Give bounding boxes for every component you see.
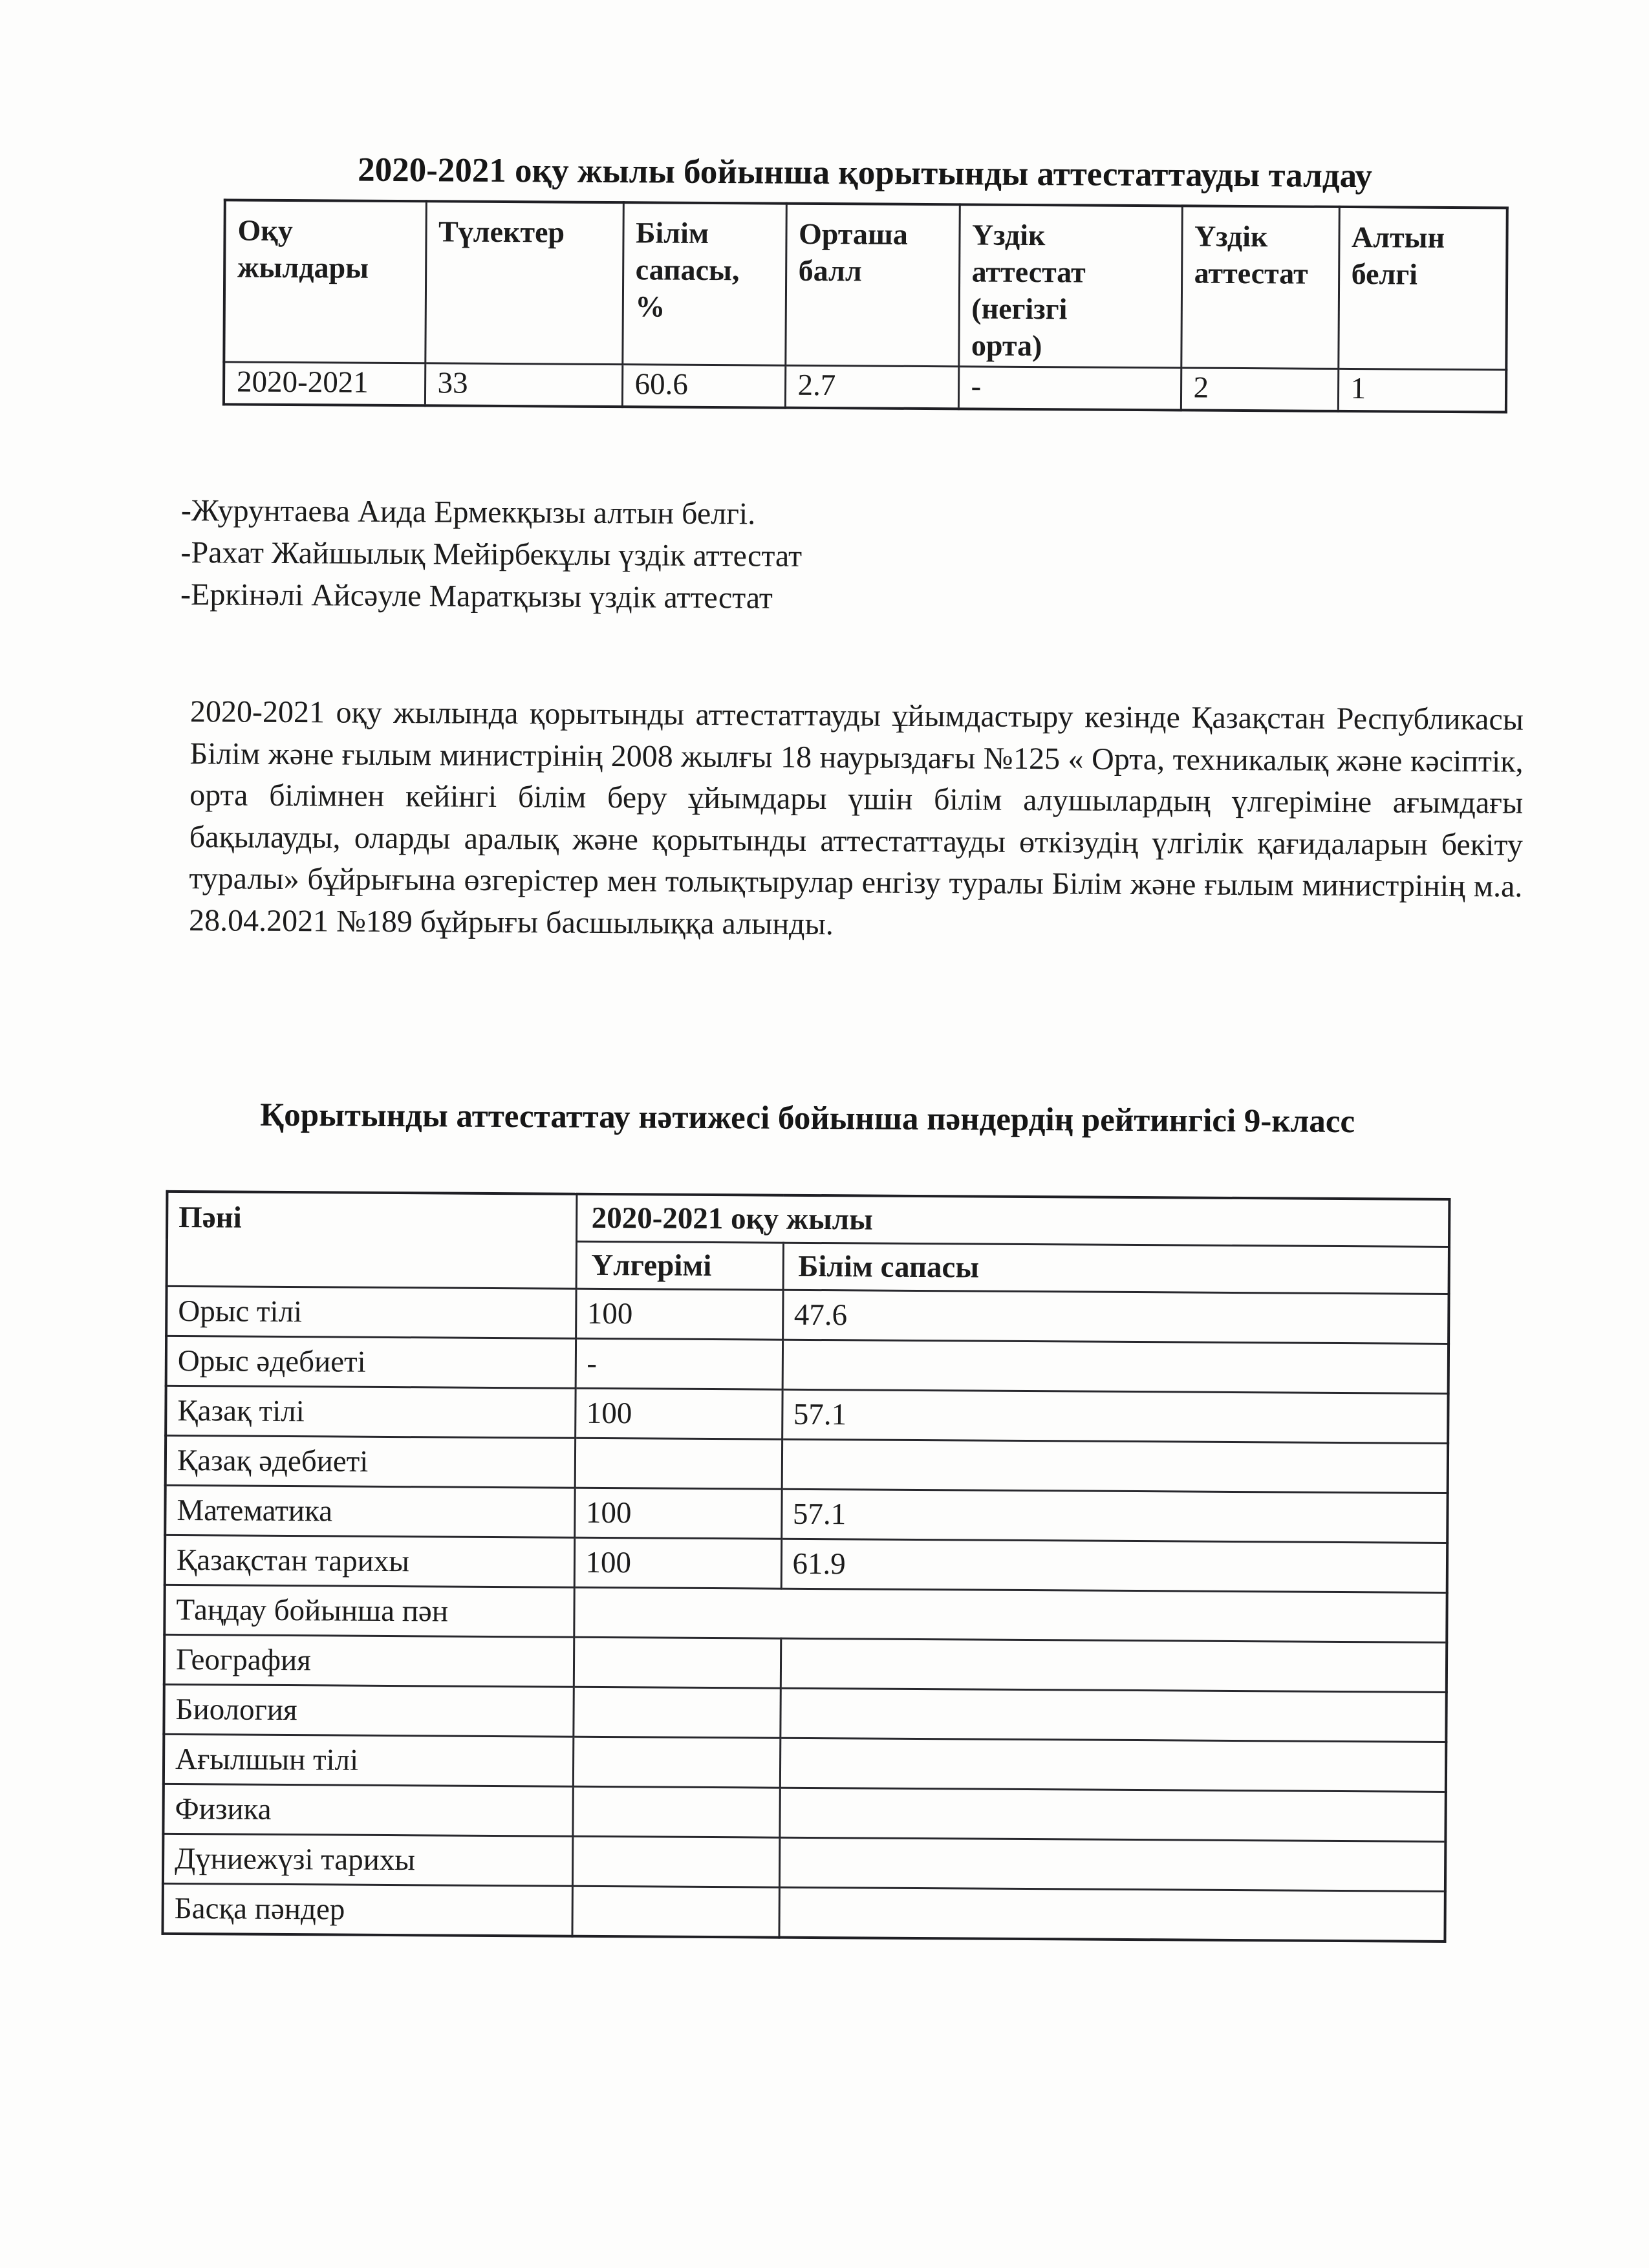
subject-cell: Таңдау бойынша пән — [164, 1585, 574, 1637]
table-row — [166, 1286, 1449, 1343]
table1-title: 2020-2021 оқу жылы бойынша қорытынды аттестаттауды талдау — [358, 151, 1373, 195]
subject-cell: Басқа пәндер — [162, 1883, 572, 1936]
progress-cell: 100 — [574, 1488, 781, 1539]
average-cell: 2.7 — [785, 365, 958, 409]
note-line: -Рахат Жайшылық Мейірбекұлы үздік аттестат — [180, 535, 803, 573]
order-paragraph: 2020-2021 оқу жылында қорытынды аттестаттауды ұйымдастыру кезінде Қазақстан Республикасы Білім және ғылым министрінің 2008 жылғы 18 наурыздағы №125 « Орта, техникалық және кәсіптік, орта білімнен кейінгі білім беру ұйымдары үшін білім алушылардың үлгеріміне ағымдағы бақылауды, оларды аралық және қорытынды аттестаттауды өткізудің үлгілік қағидаларын бекіту туралы» бұйрығына өзгерістер мен толықтырулар енгізу туралы Білім және ғылым министрінің м.а. 28.04.2021 №189 бұйрығы басшылыққа алынды. — [188, 694, 1524, 941]
merged-value-cell — [574, 1587, 1447, 1642]
column-header-excellent: Үздік аттестат — [1181, 206, 1339, 368]
excellent-cell: 2 — [1181, 367, 1338, 411]
progress-cell — [572, 1886, 779, 1937]
quality-cell — [782, 1439, 1448, 1493]
progress-cell — [573, 1687, 780, 1738]
table-row — [163, 1784, 1445, 1841]
quality-cell — [780, 1738, 1446, 1792]
quality-cell: 57.1 — [782, 1389, 1448, 1443]
graduates-cell: 33 — [425, 363, 622, 407]
graduates-notes — [180, 489, 803, 619]
table-row — [164, 1634, 1447, 1692]
progress-cell — [574, 1637, 781, 1688]
table-row — [163, 1834, 1445, 1891]
subject-cell: Қазақ тілі — [166, 1385, 575, 1438]
quality-cell — [782, 1340, 1449, 1393]
note-line: -Журунтаева Аида Ермекқызы алтын белгі. — [180, 493, 756, 531]
attestation-summary-table — [222, 198, 1509, 413]
quality-cell: 47.6 — [782, 1290, 1449, 1343]
subject-cell: Орыс әдебиеті — [166, 1336, 576, 1388]
table-row — [166, 1435, 1448, 1493]
excellent-basic-cell: - — [958, 366, 1181, 410]
progress-column-header: Үлгерімі — [576, 1241, 783, 1290]
progress-cell — [572, 1786, 779, 1837]
quality-cell — [779, 1837, 1445, 1891]
table-row — [162, 1883, 1445, 1942]
table-row — [166, 1385, 1448, 1443]
column-header-quality: Білім сапасы, % — [622, 202, 786, 365]
table-row — [164, 1734, 1446, 1792]
quality-cell — [779, 1887, 1445, 1942]
gold-cell: 1 — [1338, 369, 1506, 412]
progress-cell: 100 — [575, 1388, 782, 1439]
subject-cell: География — [164, 1634, 574, 1687]
year-group-header: 2020-2021 оқу жылы — [576, 1194, 1449, 1247]
quality-column-header: Білім сапасы — [783, 1243, 1449, 1294]
table-row — [166, 1336, 1449, 1393]
subject-cell: Ағылшын тілі — [164, 1734, 573, 1786]
subject-cell: Қазақ әдебиеті — [166, 1435, 575, 1488]
column-header-excellent-basic: Үздік аттестат (негізгі орта) — [958, 204, 1182, 367]
table2-title: Қорытынды аттестаттау нәтижесі бойынша пәндердің рейтингісі 9-класс — [260, 1097, 1355, 1140]
subject-rating-table — [161, 1190, 1450, 1943]
progress-cell — [572, 1836, 779, 1887]
subject-cell: Дүниежүзі тарихы — [163, 1834, 572, 1886]
subject-cell: Биология — [164, 1684, 573, 1737]
subject-cell: Орыс тілі — [166, 1286, 576, 1338]
subject-column-header: Пәні — [167, 1192, 577, 1289]
table-row — [165, 1535, 1447, 1592]
column-header-average: Орташа балл — [785, 204, 960, 367]
quality-cell: 61.9 — [781, 1539, 1447, 1592]
table2-header-row-1 — [167, 1192, 1449, 1247]
subject-cell: Физика — [163, 1784, 572, 1836]
column-header-years: Оқу жылдары — [224, 200, 426, 363]
table-row — [164, 1585, 1447, 1642]
quality-cell — [779, 1788, 1445, 1841]
progress-cell: - — [576, 1338, 782, 1389]
table-row — [164, 1684, 1446, 1742]
table1-data-row — [224, 361, 1506, 412]
subject-cell: Қазақстан тарихы — [165, 1535, 574, 1587]
column-header-graduates: Түлектер — [425, 201, 623, 364]
quality-cell: 60.6 — [622, 364, 785, 408]
progress-cell: 100 — [574, 1537, 781, 1589]
year-cell: 2020-2021 — [224, 361, 425, 405]
progress-cell — [575, 1438, 782, 1489]
quality-cell — [780, 1688, 1446, 1742]
quality-cell — [781, 1638, 1447, 1692]
table1-header-row — [224, 200, 1507, 369]
subject-cell: Математика — [165, 1485, 574, 1537]
quality-cell: 57.1 — [781, 1489, 1447, 1543]
progress-cell — [573, 1737, 780, 1788]
table-row — [165, 1485, 1447, 1543]
column-header-gold: Алтын белгі — [1338, 207, 1507, 370]
progress-cell: 100 — [576, 1289, 782, 1340]
note-line: -Еркінәлі Айсәуле Маратқызы үздік аттестат — [180, 577, 773, 615]
